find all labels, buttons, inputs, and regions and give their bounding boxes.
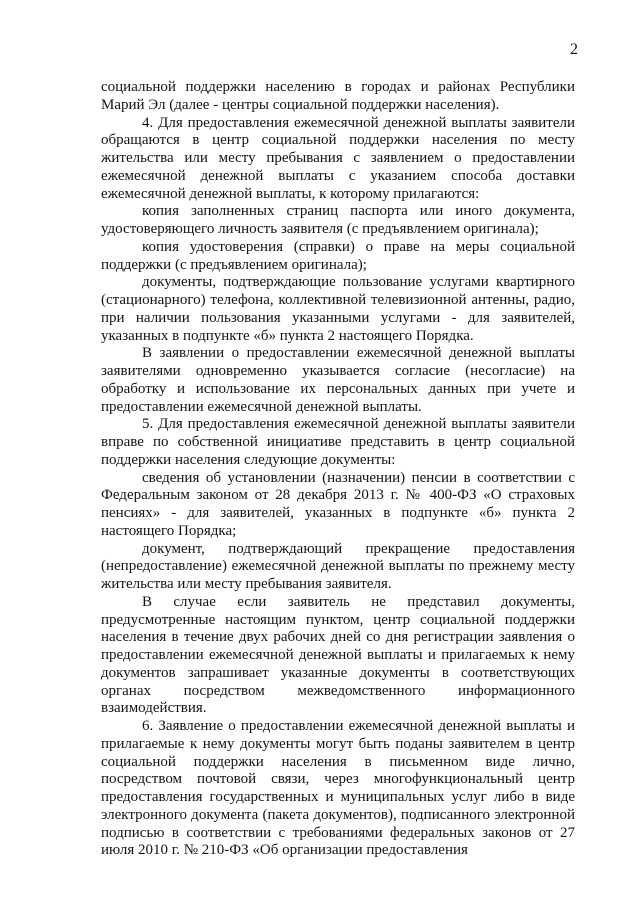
paragraph-termination-document: документ, подтверждающий прекращение предоставления (непредоставление) ежемесячной денежной выплаты по прежнему месту жительства или месту пребывания заявителя. xyxy=(101,540,575,592)
paragraph-continuation: социальной поддержки населению в городах и районах Республики Марий Эл (далее - центры социальной поддержки населения). xyxy=(101,79,575,113)
paragraph-item-4: 4. Для предоставления ежемесячной денежной выплаты заявители обращаются в центр социальной поддержки населения по месту жительства или месту пребывания с заявлением о предоставлении ежемесячной денежной выплаты с указанием способа доставки ежемесячной денежной выплаты, к которому прилагаются: xyxy=(101,114,575,202)
paragraph-item-6: 6. Заявление о предоставлении ежемесячной денежной выплаты и прилагаемые к нему документы могут быть поданы заявителем в центр социальной поддержки населения в письменном виде лично, посредством почтовой связи, через многофункциональный центр предоставления государственных и муниципальных услуг либо в виде электронного документа (пакета документов), подписанного электронной подписью в соответствии с требованиями федеральных законов от 27 июля 2010 г. № 210-ФЗ «Об организации предоставления xyxy=(101,718,575,859)
paragraph-consent: В заявлении о предоставлении ежемесячной денежной выплаты заявителями одновременно указывается согласие (несогласие) на обработку и использование их персональных данных при учете и предоставлении ежемесячной денежной выплаты. xyxy=(101,345,575,415)
document-body xyxy=(101,79,575,860)
paragraph-phone-documents: документы, подтверждающие пользование услугами квартирного (стационарного) телефона, коллективной телевизионной антенны, радио, при наличии пользования указанными услугами - для заявителей, указанных в подпункте «б» пункта 2 настоящего Порядка. xyxy=(101,274,575,344)
paragraph-interagency-request: В случае если заявитель не представил документы, предусмотренные настоящим пунктом, центр социальной поддержки населения в течение двух рабочих дней со дня регистрации заявления о предоставлении ежемесячной денежной выплаты и прилагаемых к нему документов запрашивает указанные документы в соответствующих органах посредством межведомственного информационного взаимодействия. xyxy=(101,593,575,717)
page-number: 2 xyxy=(570,41,578,58)
paragraph-passport-copy: копия заполненных страниц паспорта или иного документа, удостоверяющего личность заявителя (с предъявлением оригинала); xyxy=(101,203,575,237)
paragraph-item-5: 5. Для предоставления ежемесячной денежной выплаты заявители вправе по собственной инициативе представить в центр социальной поддержки населения следующие документы: xyxy=(101,416,575,468)
paragraph-certificate-copy: копия удостоверения (справки) о праве на меры социальной поддержки (с предъявлением оригинала); xyxy=(101,238,575,273)
paragraph-pension-info: сведения об установлении (назначении) пенсии в соответствии с Федеральным законом от 28 декабря 2013 г. № 400-ФЗ «О страховых пенсиях» - для заявителей, указанных в подпункте «б» пункта 2 настоящего Порядка; xyxy=(101,469,575,539)
